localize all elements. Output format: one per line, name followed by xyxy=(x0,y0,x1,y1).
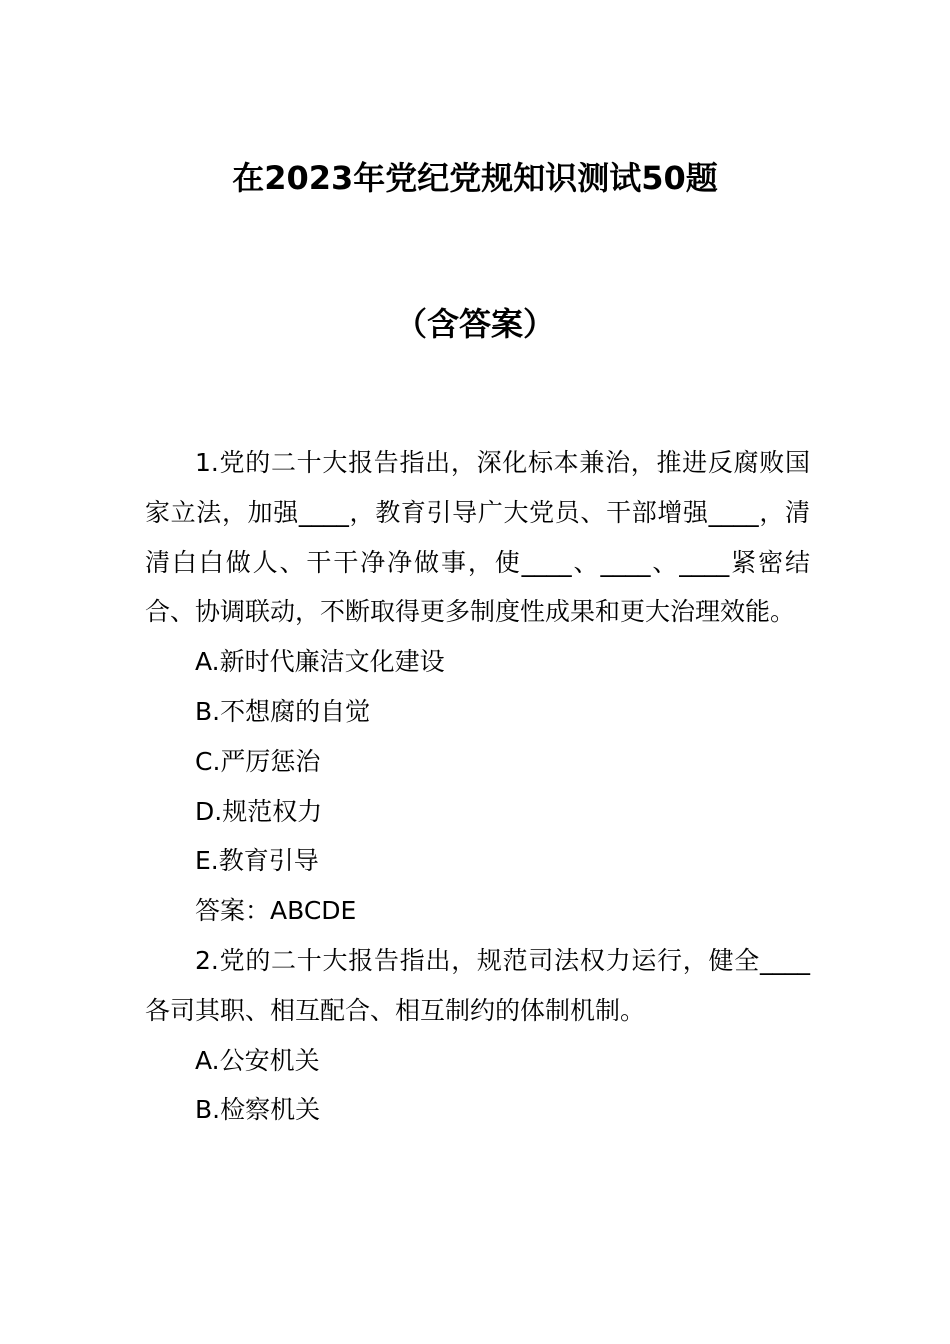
document-title: 在2023年党纪党规知识测试50题 xyxy=(232,159,718,197)
document-subtitle: （含答案） xyxy=(394,305,555,343)
question-1-stem: 1.党的二十大报告指出，深化标本兼治，推进反腐败国家立法，加强____，教育引导广大党员、干部增强____，清清白白做人、干干净净做事，使____、____、____紧密结合、协调联动，不断取得更多制度性成果和更大治理效能。 xyxy=(145,448,810,627)
question-1-option-b: B.不想腐的自觉 xyxy=(195,696,371,726)
question-2-option-a: A.公安机关 xyxy=(195,1045,320,1075)
question-1-option-a: A.新时代廉洁文化建设 xyxy=(195,647,445,677)
question-2-stem: 2.党的二十大报告指出，规范司法权力运行，健全____各司其职、相互配合、相互制约的体制机制。 xyxy=(145,945,810,1025)
question-1-option-d: D.规范权力 xyxy=(195,796,323,826)
question-1-option-c: C.严厉惩治 xyxy=(195,746,321,776)
question-1-option-e: E.教育引导 xyxy=(195,846,319,876)
document-body xyxy=(145,438,810,1135)
question-1-answer: 答案：ABCDE xyxy=(195,896,357,926)
question-2-option-b: B.检察机关 xyxy=(195,1095,321,1125)
